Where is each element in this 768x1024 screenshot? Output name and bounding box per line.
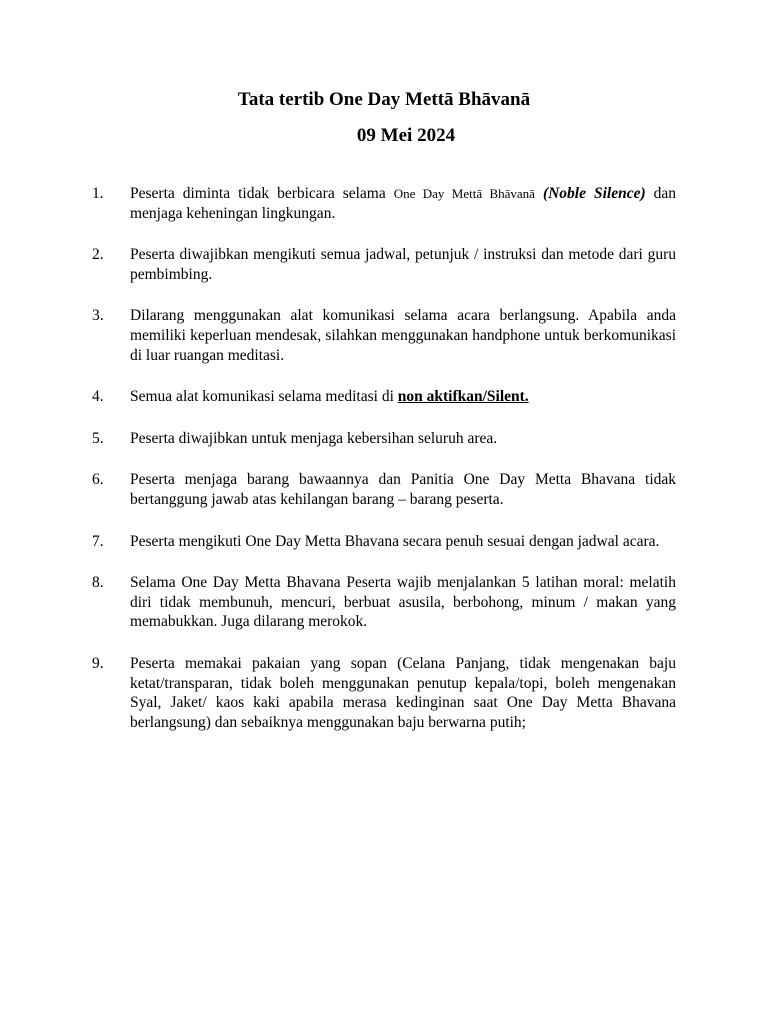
rule-text: Peserta menjaga barang bawaannya dan Panitia One Day Metta Bhavana tidak bertanggung jawab atas kehilangan barang – barang peserta.	[130, 471, 676, 508]
rule-item	[92, 184, 676, 223]
rule-item	[92, 470, 676, 509]
rules-list	[92, 184, 676, 732]
rule-item	[92, 387, 676, 407]
rule-text: Peserta diwajibkan mengikuti semua jadwal, petunjuk / instruksi dan metode dari guru pembimbing.	[130, 246, 676, 283]
document-date: 09 Mei 2024	[356, 125, 456, 146]
rule-number: 9.	[92, 654, 104, 672]
silent-emphasis: non aktifkan/Silent.	[397, 388, 529, 406]
noble-silence-emphasis: (Noble Silence)	[542, 185, 646, 202]
rule-item	[92, 245, 676, 284]
rule-text: Peserta diwajibkan untuk menjaga kebersihan seluruh area.	[130, 429, 498, 447]
rule-text: Dilarang menggunakan alat komunikasi selama acara berlangsung. Apabila anda memiliki keperluan mendesak, silahkan menggunakan handphone untuk berkomunikasi di luar ruangan meditasi.	[130, 307, 676, 364]
rule-number: 4.	[92, 388, 104, 406]
rule-item	[92, 532, 676, 552]
rule-item	[92, 306, 676, 365]
rule-number: 1.	[92, 185, 104, 202]
rule-item	[92, 654, 676, 732]
rule-text: Peserta memakai pakaian yang sopan (Celana Panjang, tidak mengenakan baju ketat/transparan, tidak boleh menggunakan penutup kepala/topi, boleh mengenakan Syal, Jaket/ kaos kaki apabila merasa kedinginan saat One Day Metta Bhavana berlangsung) dan sebaiknya menggunakan baju berwarna putih;	[130, 654, 676, 731]
rule-item	[92, 573, 676, 632]
rule-number: 2.	[92, 246, 104, 264]
document-title: Tata tertib One Day Mettā Bhāvanā	[237, 89, 531, 110]
rule-text: Peserta mengikuti One Day Metta Bhavana secara penuh sesuai dengan jadwal acara.	[130, 532, 660, 550]
rule-number: 8.	[92, 574, 104, 592]
rule-item	[92, 429, 676, 449]
rule-number: 7.	[92, 532, 104, 550]
rule-number: 6.	[92, 471, 104, 489]
rule-number: 5.	[92, 429, 104, 447]
rule-text: Selama One Day Metta Bhavana Peserta wajib menjalankan 5 latihan moral: melatih diri tidak membunuh, mencuri, berbuat asusila, berbohong, minum / makan yang memabukkan. Juga dilarang merokok.	[130, 574, 676, 631]
rule-number: 3.	[92, 307, 104, 325]
rule-text: Semua alat komunikasi selama meditasi di non aktifkan/Silent.	[130, 388, 529, 406]
event-name: One Day Mettā Bhāvanā	[393, 186, 535, 201]
rule-text: Peserta diminta tidak berbicara selama One Day Mettā Bhāvanā (Noble Silence) dan menjaga keheningan lingkungan.	[130, 185, 677, 222]
